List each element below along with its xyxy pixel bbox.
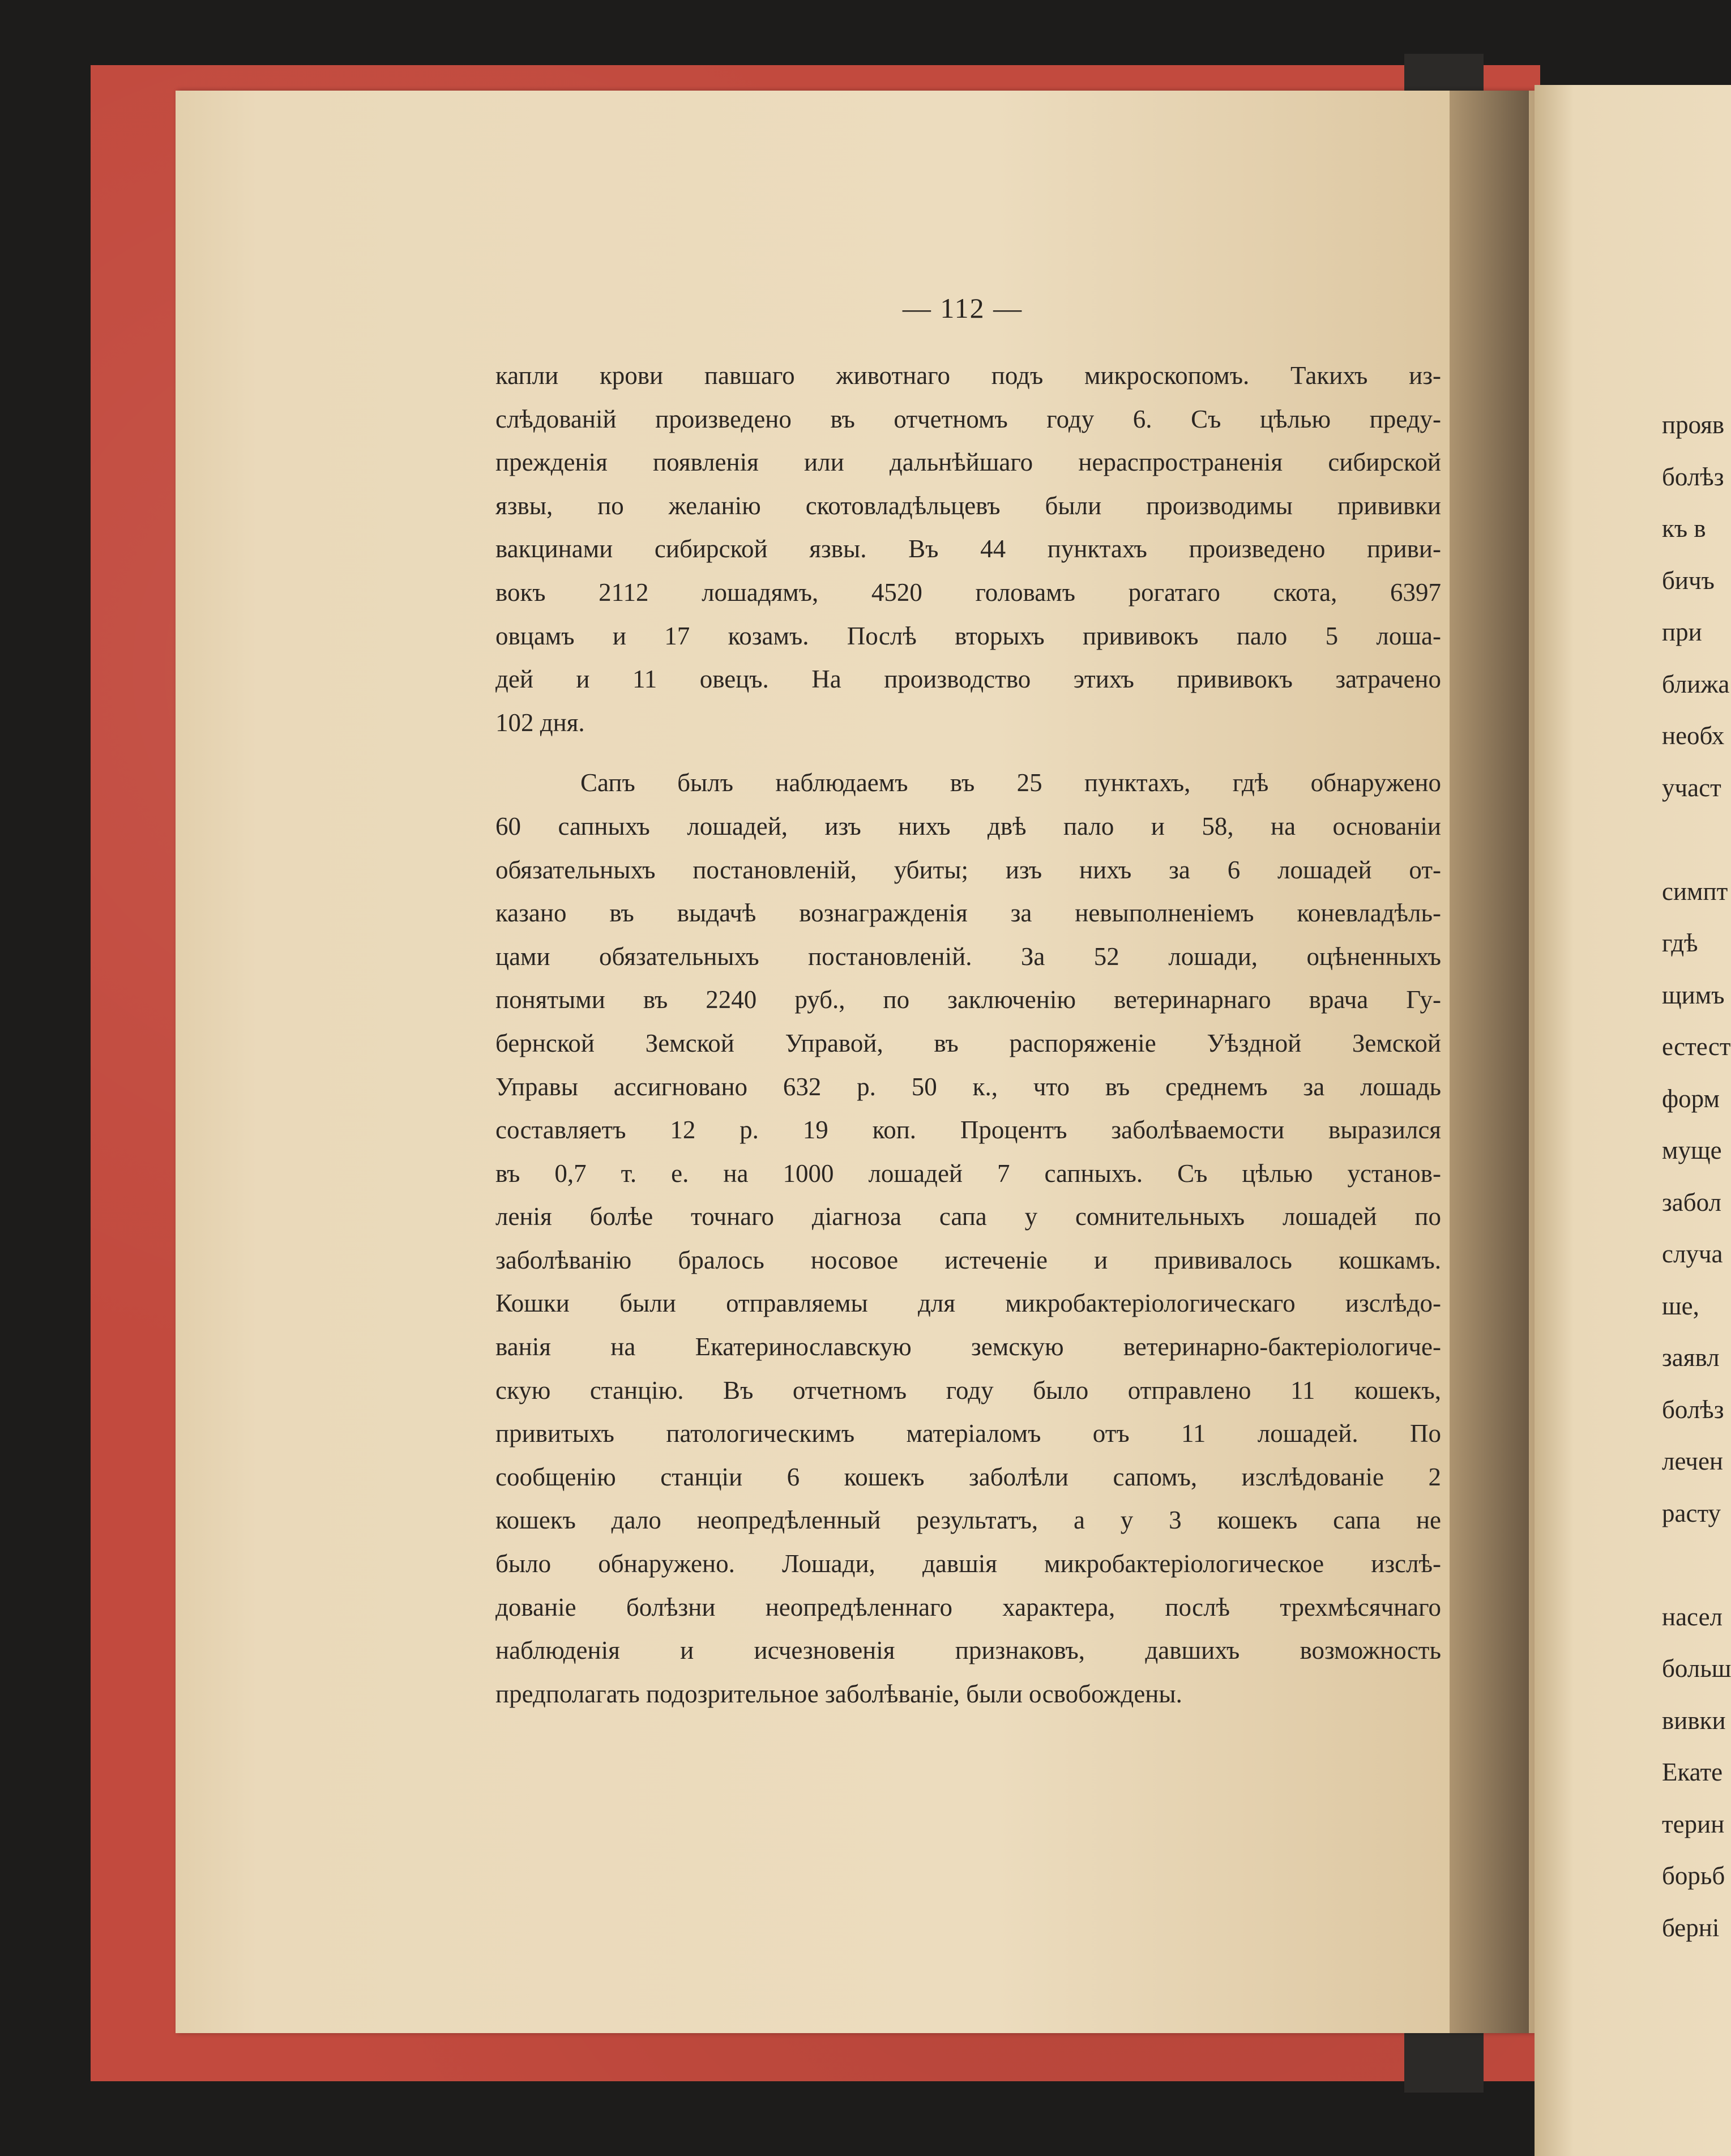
right-page-line: необх (1662, 721, 1725, 750)
text-line: дей и 11 овецъ. На производство этихъ прививокъ затрачено (495, 665, 1441, 694)
text-line: овцамъ и 17 козамъ. Послѣ вторыхъ прививокъ пало 5 лоша- (495, 621, 1441, 650)
right-page-line: прояв (1662, 411, 1725, 439)
text-line: скую станцію. Въ отчетномъ году было отправлено 11 кошекъ, (495, 1376, 1441, 1404)
right-page-line: муще (1662, 1136, 1722, 1164)
right-page-line: при (1662, 618, 1702, 646)
text-line: бернской Земской Управой, въ распоряженіе Уѣздной Земской (495, 1028, 1441, 1057)
text-line: вакцинами сибирской язвы. Въ 44 пунктахъ произведено приви- (495, 535, 1441, 563)
page-gutter-shadow (1450, 91, 1529, 2033)
right-page-line (1662, 814, 1731, 866)
text-line: 60 сапныхъ лошадей, изъ нихъ двѣ пало и 58, на основаніи (495, 812, 1441, 840)
text-line: вокъ 2112 лошадямъ, 4520 головамъ рогатаго скота, 6397 (495, 578, 1441, 607)
right-page-line (1662, 1539, 1731, 1591)
text-line: кошекъ дало неопредѣленный результатъ, а у 3 кошекъ сапа не (495, 1506, 1441, 1535)
paragraph-gap (495, 744, 1441, 761)
text-line: заболѣванію бралось носовое истеченіе и прививалось кошкамъ. (495, 1245, 1441, 1274)
text-line: предполагать подозрительное заболѣваніе, были освобождены. (495, 1679, 1182, 1708)
page-number: — 112 — (902, 292, 1023, 324)
right-page-line: терин (1662, 1809, 1725, 1838)
text-line: цами обязательныхъ постановленій. За 52 лошади, оцѣненныхъ (495, 942, 1441, 971)
text-line: капли крови павшаго животнаго подъ микроскопомъ. Такихъ из- (495, 361, 1441, 390)
right-page-line: болѣз (1662, 1395, 1724, 1424)
right-page-line: расту (1662, 1498, 1721, 1527)
right-page-line: лечен (1662, 1447, 1723, 1475)
right-page-line: заявл (1662, 1343, 1720, 1372)
text-line: Управы ассигновано 632 р. 50 к., что въ среднемъ за лошадь (495, 1072, 1441, 1101)
right-page-line: гдѣ (1662, 929, 1698, 957)
right-page-line: борьб (1662, 1862, 1725, 1890)
text-line: Кошки были отправляемы для микробактеріологическаго изслѣдо- (495, 1289, 1441, 1318)
right-page-line: ближа (1662, 669, 1730, 698)
right-page-line: бичъ (1662, 566, 1715, 595)
right-page-line: вивки (1662, 1706, 1726, 1735)
right-page-line: ше, (1662, 1291, 1699, 1320)
right-page-line: болѣз (1662, 462, 1724, 491)
text-line: дованіе болѣзни неопредѣленнаго характера, послѣ трехмѣсячнаго (495, 1593, 1441, 1621)
text-line: прежденія появленія или дальнѣйшаго нераспространенія сибирской (495, 448, 1441, 477)
text-line: язвы, по желанію скотовладѣльцевъ были производимы прививки (495, 491, 1441, 520)
right-page-line: насел (1662, 1602, 1723, 1631)
text-line: ленія болѣе точнаго діагноза сапа у сомнительныхъ лошадей по (495, 1202, 1441, 1231)
right-page-line: участ (1662, 773, 1721, 802)
right-page-line: симпт (1662, 877, 1728, 906)
text-line: сообщенію станціи 6 кошекъ заболѣли сапомъ, изслѣдованіе 2 (495, 1462, 1441, 1491)
right-page-line: Екате (1662, 1758, 1723, 1786)
right-page-line: случа (1662, 1240, 1723, 1268)
page-body-text (495, 354, 1441, 1715)
right-page-line: щимъ (1662, 980, 1725, 1009)
text-line: обязательныхъ постановленій, убиты; изъ нихъ за 6 лошадей от- (495, 855, 1441, 884)
text-line: привитыхъ патологическимъ матеріаломъ отъ 11 лошадей. По (495, 1419, 1441, 1448)
text-line: Сапъ былъ наблюдаемъ въ 25 пунктахъ, гдѣ обнаружено (580, 769, 1441, 797)
text-line: въ 0,7 т. е. на 1000 лошадей 7 сапныхъ. Съ цѣлью установ- (495, 1159, 1441, 1188)
right-page-line: къ в (1662, 514, 1706, 543)
text-line: 102 дня. (495, 708, 585, 737)
right-page-line: форм (1662, 1084, 1720, 1113)
text-line: понятыми въ 2240 руб., по заключенію ветеринарнаго врача Гу- (495, 985, 1441, 1014)
text-line: было обнаружено. Лошади, давшія микробактеріологическое изслѣ- (495, 1549, 1441, 1578)
text-line: наблюденія и исчезновенія признаковъ, давшихъ возможность (495, 1636, 1441, 1665)
right-page-text-fragments (1662, 399, 1731, 1954)
right-page-line: забол (1662, 1188, 1722, 1216)
right-page-line: естест (1662, 1032, 1731, 1061)
text-line: составляетъ 12 р. 19 коп. Процентъ заболѣваемости выразился (495, 1116, 1441, 1145)
right-page-line: берні (1662, 1913, 1720, 1942)
right-page-line: больш (1662, 1654, 1731, 1683)
text-line: ванія на Екатеринославскую земскую ветеринарно-бактеріологиче- (495, 1333, 1441, 1361)
text-line: слѣдованій произведено въ отчетномъ году 6. Съ цѣлью преду- (495, 404, 1441, 433)
text-line: казано въ выдачѣ вознагражденія за невыполненіемъ коневладѣль- (495, 899, 1441, 928)
